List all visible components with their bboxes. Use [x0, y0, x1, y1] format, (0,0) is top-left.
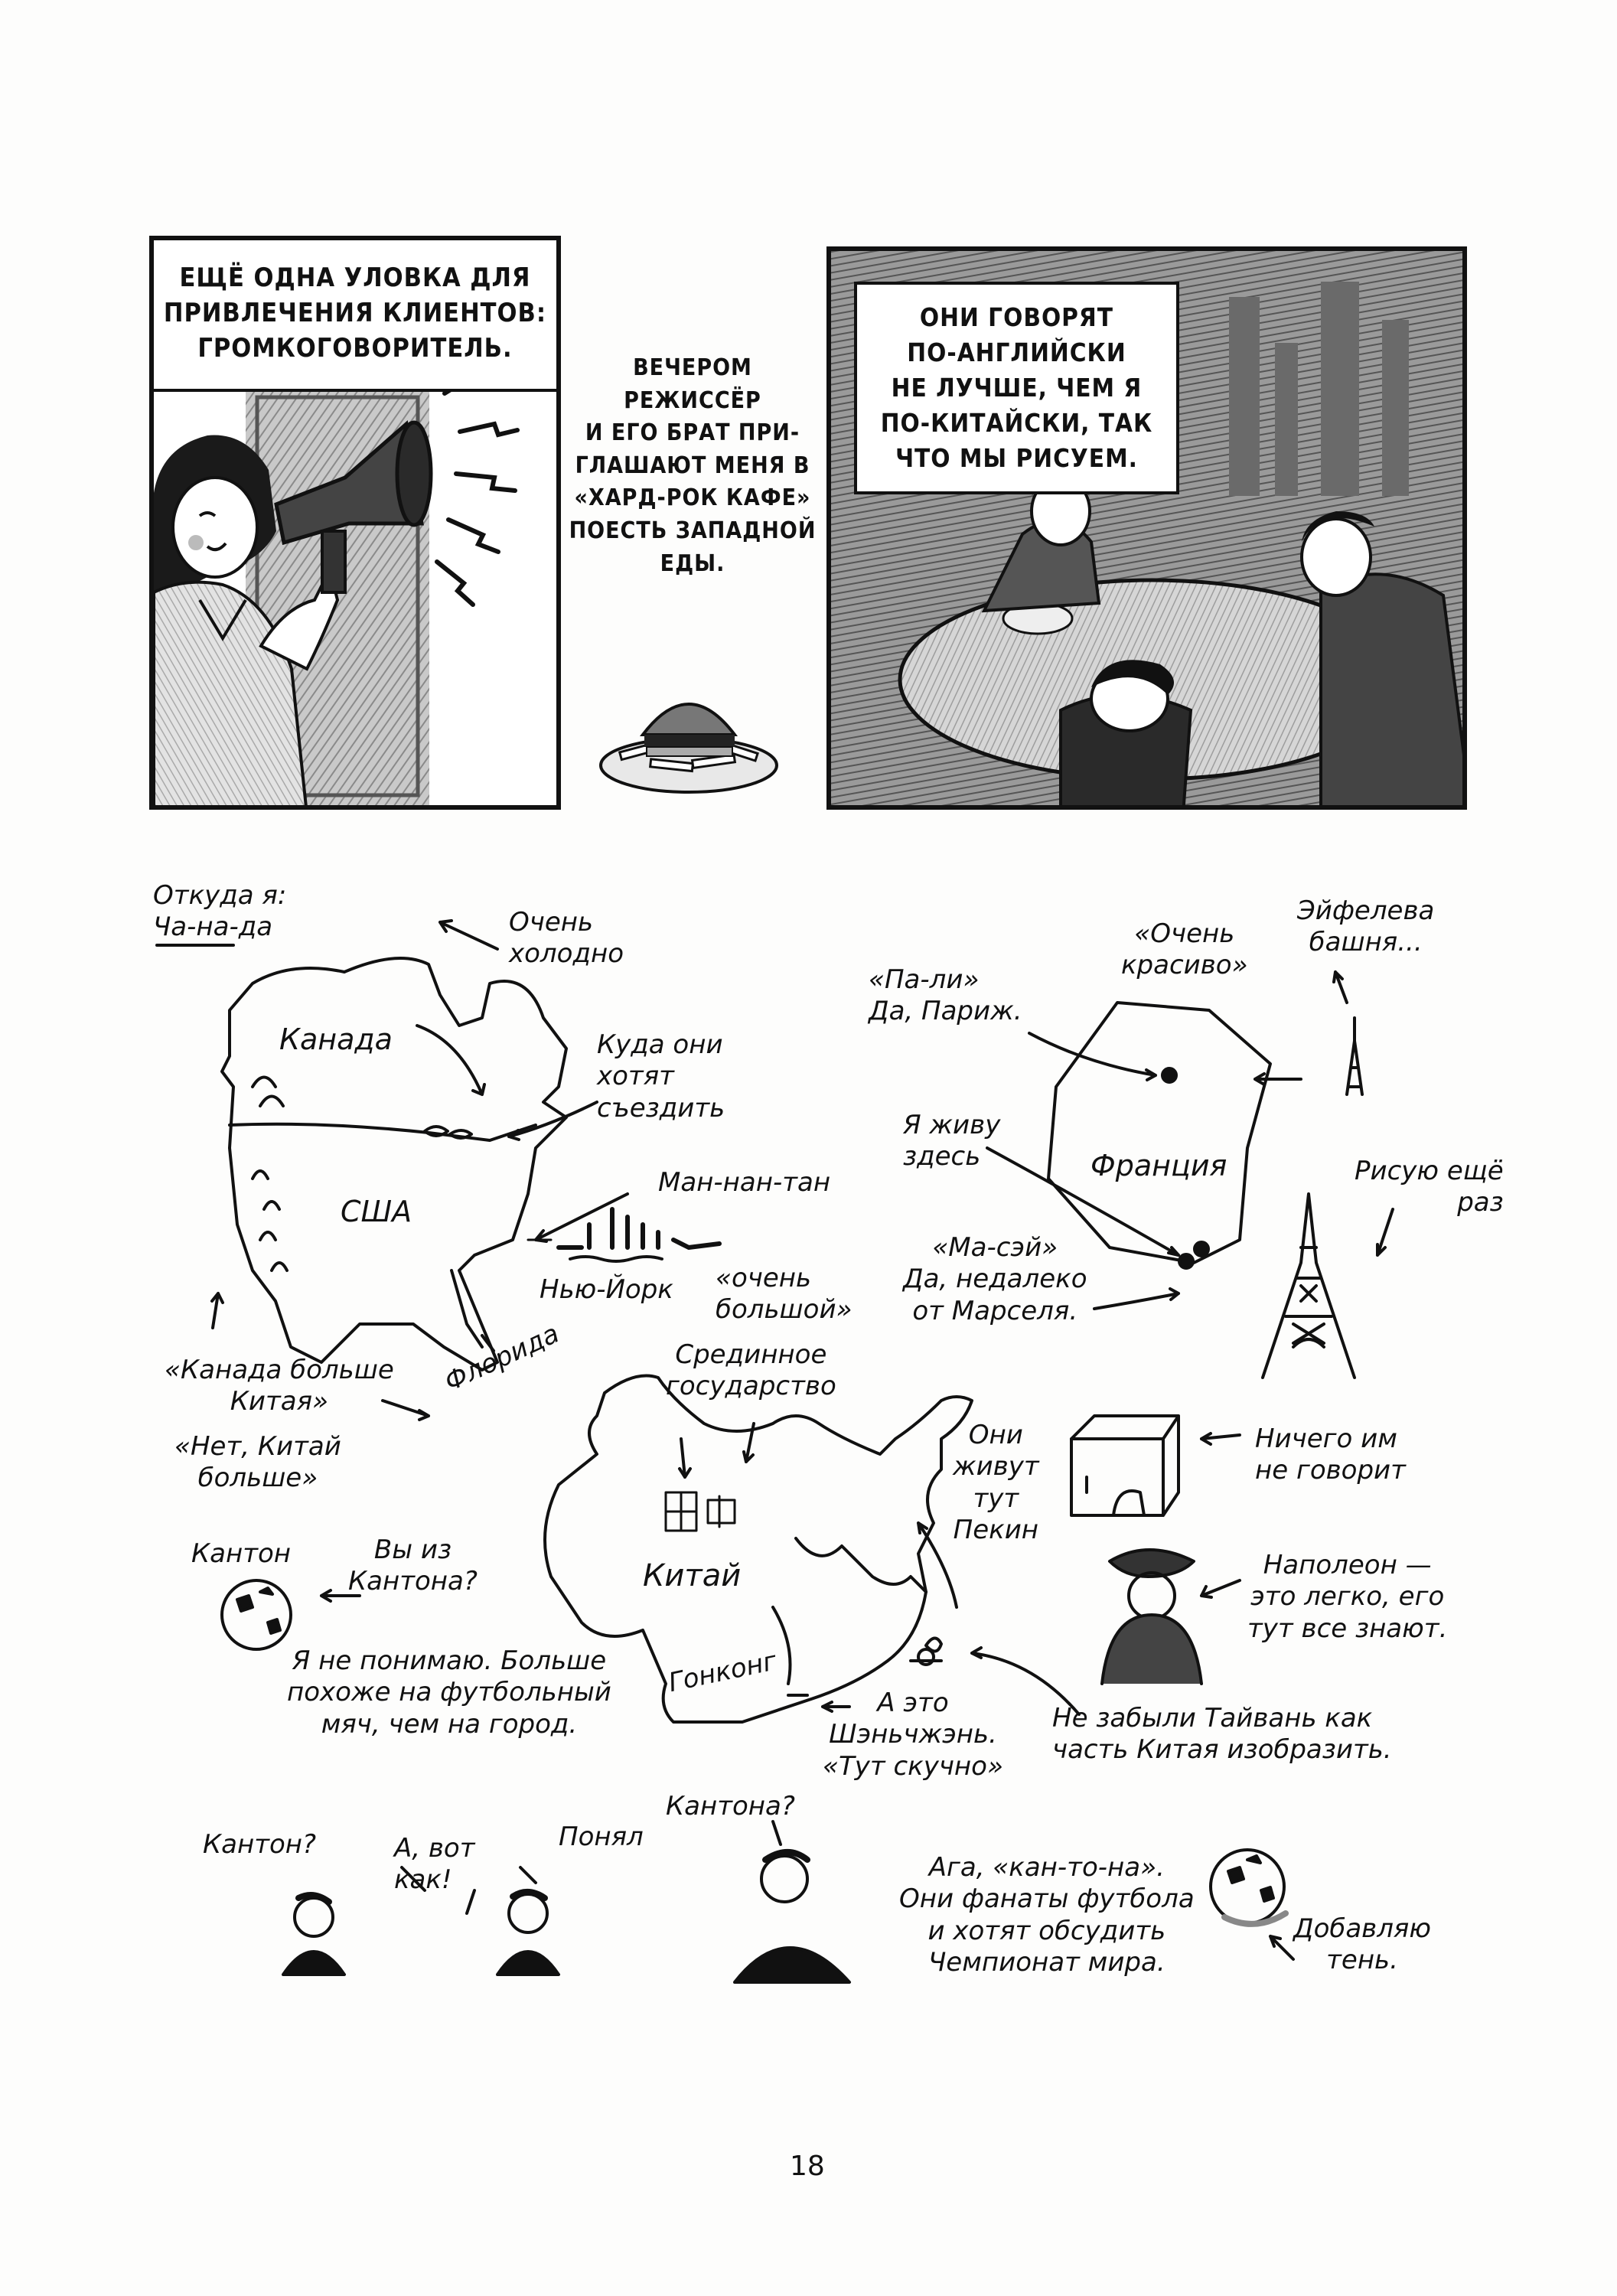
- note-very-cold: Очень холодно: [509, 907, 624, 970]
- note-napoleon: Наполеон — это легко, его тут все знают.: [1247, 1550, 1448, 1644]
- note-florida: Флорида: [440, 1318, 564, 1398]
- note-canada-bigger: «Канада больше Китая»: [165, 1355, 394, 1417]
- note-china: Китай: [643, 1558, 742, 1593]
- note-middle-kingdom: Срединное государство: [666, 1339, 836, 1402]
- note-canada: Канада: [279, 1022, 393, 1056]
- panel-restaurant: [826, 246, 1467, 810]
- note-china-bigger: «Нет, Китай больше»: [174, 1431, 341, 1494]
- france-outline: [1048, 1003, 1270, 1263]
- note-very-big: «очень большой»: [716, 1263, 853, 1326]
- page-number: 18: [790, 2151, 825, 2182]
- note-they-live: Они живут тут Пекин: [953, 1420, 1039, 1546]
- note-cantona-q: Кантона?: [666, 1791, 795, 1821]
- note-marseille: «Ма-сэй» Да, недалеко от Марселя.: [903, 1232, 1087, 1326]
- note-canton: Кантон: [191, 1538, 292, 1569]
- note-france: Франция: [1090, 1149, 1227, 1182]
- note-shenzhen: А это Шэньчжэнь. «Тут скучно»: [823, 1688, 1003, 1782]
- note-from-canton: Вы из Кантона?: [348, 1534, 478, 1597]
- panel-megaphone: [149, 236, 561, 810]
- note-hongkong: Гонконг: [666, 1645, 780, 1699]
- note-very-beautiful: «Очень красиво»: [1121, 918, 1248, 981]
- note-dont-understand: Я не понимаю. Больше похоже на футбольный мяч, чем на город.: [287, 1645, 611, 1740]
- note-new-york: Нью-Йорк: [540, 1274, 673, 1305]
- note-paris: «Па-ли» Да, Париж.: [869, 964, 1022, 1027]
- note-canton-q: Кантон?: [203, 1829, 317, 1860]
- note-where-from: Откуда я: Ча-на-да: [153, 880, 287, 943]
- note-usa: США: [341, 1195, 412, 1228]
- note-want-to-visit: Куда они хотят съездить: [597, 1029, 725, 1124]
- note-taiwan: Не забыли Тайвань как часть Китая изобразить.: [1052, 1703, 1392, 1766]
- note-manhattan: Ман-нан-тан: [658, 1167, 831, 1198]
- note-eiffel: Эйфелева башня...: [1297, 895, 1435, 958]
- note-shadow: Добавляю тень.: [1293, 1913, 1432, 1976]
- narration-text: ВЕЧЕРОМ РЕЖИССЁР И ЕГО БРАТ ПРИ- ГЛАШАЮТ МЕНЯ В «ХАРД-РОК КАФЕ» ПОЕСТЬ ЗАПАДНОЙ ЕДЫ.: [569, 354, 817, 577]
- note-cantona: Ага, «кан-то-на». Они фанаты футбола и хотят обсудить Чемпионат мира.: [899, 1852, 1195, 1978]
- caption-text: ОНИ ГОВОРЯТ ПО-АНГЛИЙСКИ НЕ ЛУЧШЕ, ЧЕМ Я ПО-КИТАЙСКИ, ТАК ЧТО МЫ РИСУЕМ.: [880, 302, 1153, 474]
- caption-box: [854, 282, 1179, 494]
- caption-text: ЕЩЁ ОДНА УЛОВКА ДЛЯ ПРИВЛЕЧЕНИЯ КЛИЕНТОВ: ГРОМКОГОВОРИТЕЛЬ.: [163, 263, 547, 364]
- note-nothing: Ничего им не говорит: [1255, 1424, 1406, 1486]
- note-draw-again: Рисую ещё раз: [1355, 1156, 1504, 1218]
- north-america-outline: [222, 958, 566, 1370]
- note-got-it: Понял: [559, 1821, 644, 1852]
- caption-box: [149, 236, 561, 392]
- note-i-see: А, вот как!: [394, 1833, 475, 1896]
- note-i-live-here: Я живу здесь: [903, 1110, 1001, 1172]
